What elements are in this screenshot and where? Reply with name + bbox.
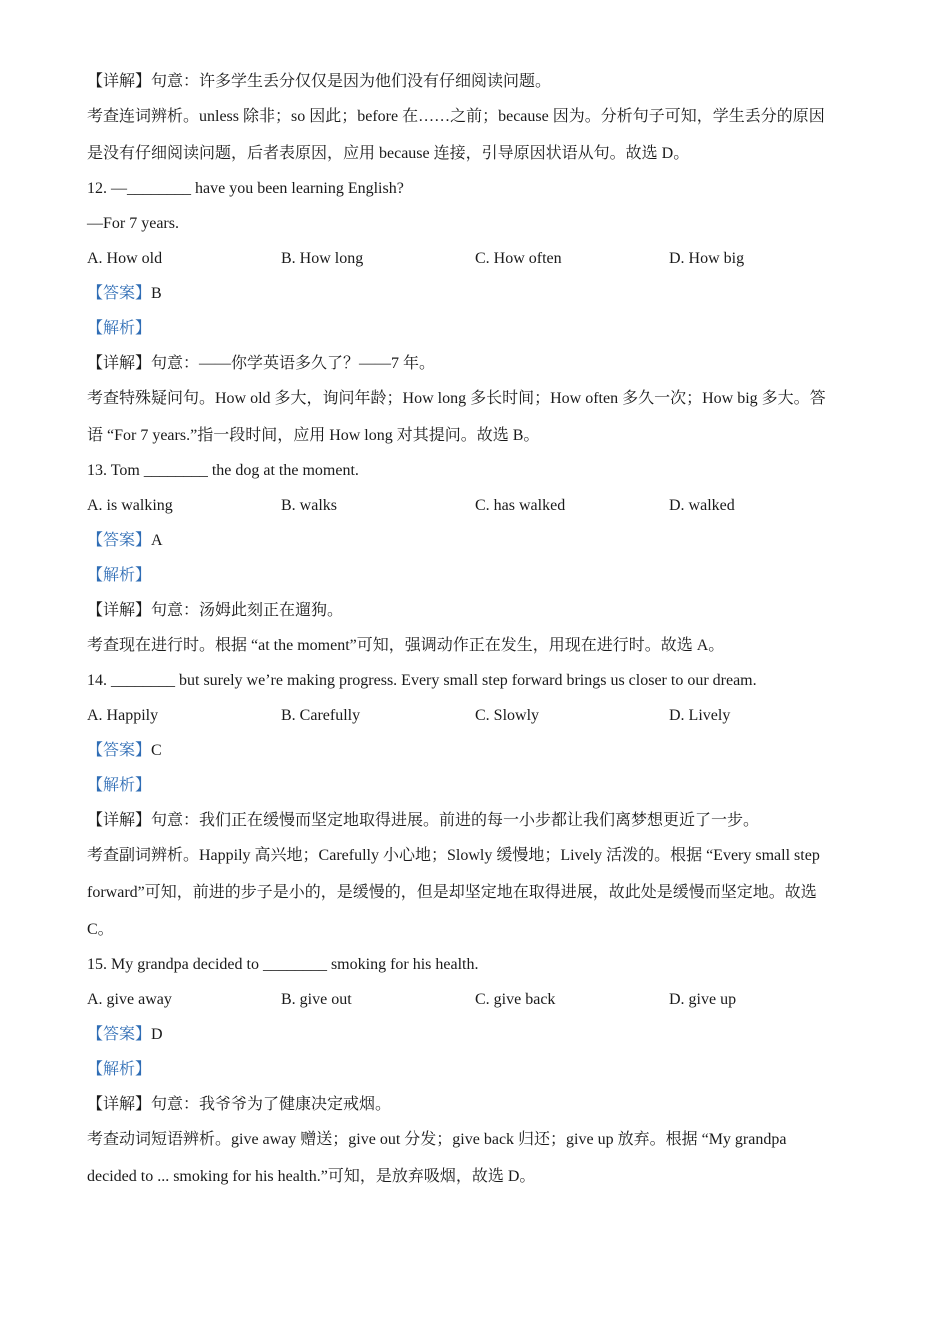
option-d: D. walked: [669, 497, 735, 514]
answer-value: C: [151, 742, 162, 759]
question-12-analysis-line: 考查特殊疑问句。How old 多大，询问年龄；How long 多长时间；How often 多久一次；How big 多大。答: [87, 390, 826, 407]
option-d: D. How big: [669, 250, 745, 267]
question-13-answer: [87, 531, 862, 551]
option-b: B. Carefully: [281, 707, 361, 724]
answer-value: A: [151, 532, 163, 549]
answer-tag: 【答案】: [87, 532, 152, 549]
option-a: A. How old: [87, 250, 163, 267]
question-12-explain-tag: [87, 319, 862, 339]
question-14-analysis-line: 考查副词辨析。Happily 高兴地；Carefully 小心地；Slowly 缓慢地；Lively 活泼的。根据 “Every small step: [87, 847, 820, 864]
question-12-options: [87, 249, 862, 269]
answer-tag: 【答案】: [87, 1026, 152, 1043]
question-13-detail: 【详解】句意：汤姆此刻正在遛狗。: [87, 602, 344, 619]
question-12-analysis-line: 语 “For 7 years.”指一段时间，应用 How long 对其提问。故选 B。: [87, 427, 540, 444]
option-a: A. Happily: [87, 707, 159, 724]
question-15-explain-tag: [87, 1060, 862, 1080]
option-b: B. How long: [281, 250, 364, 267]
question-14-explain-tag: [87, 776, 862, 796]
option-c: C. How often: [475, 250, 562, 267]
question-14-analysis-line: forward”可知，前进的步子是小的，是缓慢的，但是却坚定地在取得进展，故此处是缓慢而坚定地。故选: [87, 884, 817, 901]
explain-tag: 【解析】: [87, 777, 152, 794]
answer-tag: 【答案】: [87, 285, 152, 302]
question-14-analysis-line: C。: [87, 921, 114, 938]
question-15-analysis-line: decided to ... smoking for his health.”可知，是放弃吸烟，故选 D。: [87, 1168, 536, 1185]
question-12-detail: 【详解】句意：——你学英语多久了？——7 年。: [87, 355, 436, 372]
option-b: B. give out: [281, 991, 352, 1008]
question-15-detail: 【详解】句意：我爷爷为了健康决定戒烟。: [87, 1096, 392, 1113]
option-d: D. Lively: [669, 707, 731, 724]
explain-tag: 【解析】: [87, 1061, 152, 1078]
intro-analysis-line: 是没有仔细阅读问题，后者表原因，应用 because 连接，引导原因状语从句。故选 D。: [87, 145, 690, 162]
question-14-options: [87, 706, 862, 726]
question-12-answer: [87, 284, 862, 304]
question-15-answer: [87, 1025, 862, 1045]
question-13-options: [87, 496, 862, 516]
question-13-stem: 13. Tom ________ the dog at the moment.: [87, 462, 359, 479]
question-13-explain-tag: [87, 566, 862, 586]
explain-tag: 【解析】: [87, 320, 152, 337]
intro-analysis-line: 考查连词辨析。unless 除非；so 因此；before 在……之前；because 因为。分析句子可知，学生丢分的原因: [87, 108, 825, 125]
question-15-options: [87, 990, 862, 1010]
option-c: C. give back: [475, 991, 556, 1008]
question-14-stem: 14. ________ but surely we’re making progress. Every small step forward brings us closer to our dream.: [87, 672, 757, 689]
option-a: A. give away: [87, 991, 172, 1008]
explain-tag: 【解析】: [87, 567, 152, 584]
question-12-stem-reply: —For 7 years.: [87, 215, 179, 232]
question-15-analysis-line: 考查动词短语辨析。give away 赠送；give out 分发；give back 归还；give up 放弃。根据 “My grandpa: [87, 1131, 787, 1148]
answer-value: D: [151, 1026, 163, 1043]
option-a: A. is walking: [87, 497, 173, 514]
intro-detail: 【详解】句意：许多学生丢分仅仅是因为他们没有仔细阅读问题。: [87, 73, 552, 90]
question-12-stem: 12. —________ have you been learning English?: [87, 180, 404, 197]
option-c: C. has walked: [475, 497, 566, 514]
question-14-detail: 【详解】句意：我们正在缓慢而坚定地取得进展。前进的每一小步都让我们离梦想更近了一步。: [87, 812, 760, 829]
option-c: C. Slowly: [475, 707, 540, 724]
document-page: [87, 72, 862, 1187]
question-14-answer: [87, 741, 862, 761]
question-13-analysis-line: 考查现在进行时。根据 “at the moment”可知，强调动作正在发生，用现在进行时。故选 A。: [87, 637, 725, 654]
option-b: B. walks: [281, 497, 337, 514]
answer-value: B: [151, 285, 162, 302]
answer-tag: 【答案】: [87, 742, 152, 759]
question-15-stem: 15. My grandpa decided to ________ smoking for his health.: [87, 956, 479, 973]
option-d: D. give up: [669, 991, 737, 1008]
